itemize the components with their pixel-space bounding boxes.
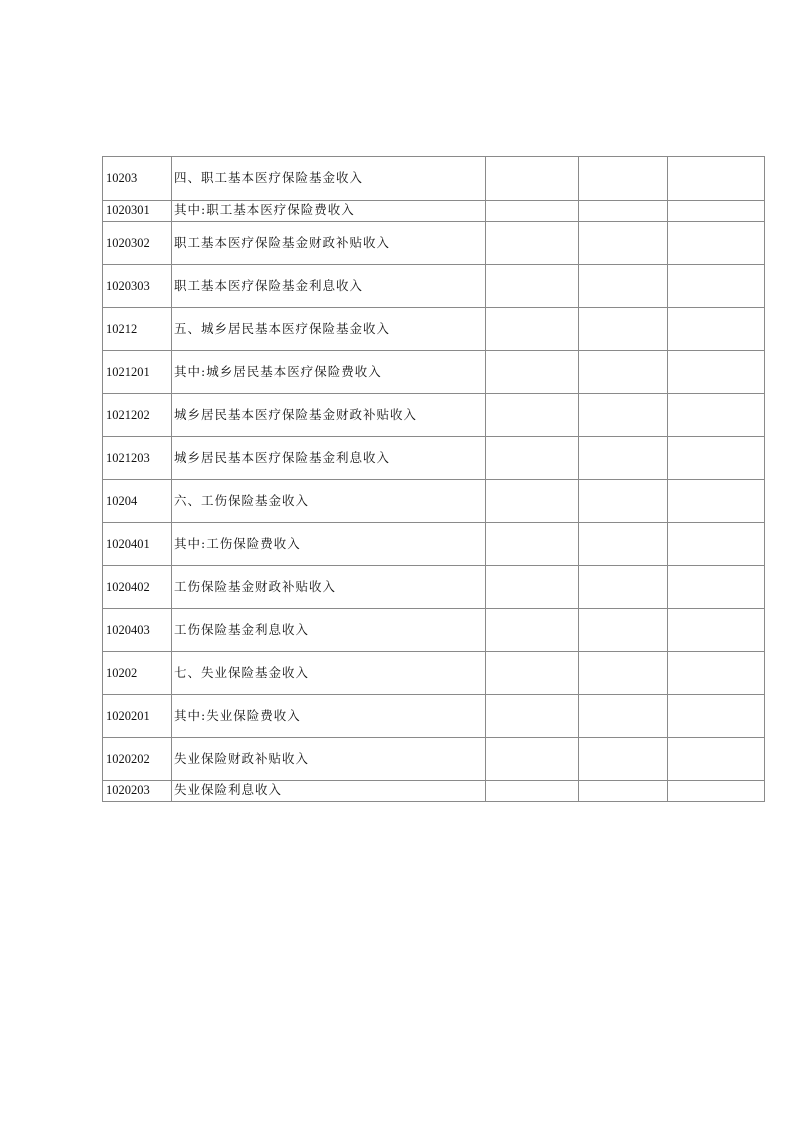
- row-code: 1020301: [103, 201, 172, 222]
- table-row: [103, 523, 765, 566]
- table-row: [103, 566, 765, 609]
- value-cell: [668, 222, 765, 265]
- value-cell: [486, 523, 579, 566]
- row-name: 其中:职工基本医疗保险费收入: [172, 201, 486, 222]
- value-cell: [579, 609, 668, 652]
- value-cell: [668, 523, 765, 566]
- value-cell: [668, 695, 765, 738]
- row-name: 城乡居民基本医疗保险基金利息收入: [172, 437, 486, 480]
- row-name: 职工基本医疗保险基金利息收入: [172, 265, 486, 308]
- row-code: 1020202: [103, 738, 172, 781]
- row-code: 10204: [103, 480, 172, 523]
- row-code: 1021201: [103, 351, 172, 394]
- value-cell: [668, 566, 765, 609]
- row-name: 六、工伤保险基金收入: [172, 480, 486, 523]
- value-cell: [486, 609, 579, 652]
- value-cell: [579, 437, 668, 480]
- table-row: [103, 480, 765, 523]
- value-cell: [579, 394, 668, 437]
- row-code: 1020201: [103, 695, 172, 738]
- value-cell: [486, 351, 579, 394]
- value-cell: [579, 652, 668, 695]
- value-cell: [579, 308, 668, 351]
- row-code: 1020303: [103, 265, 172, 308]
- table-row: [103, 351, 765, 394]
- value-cell: [579, 157, 668, 201]
- row-code: 10212: [103, 308, 172, 351]
- table-row: [103, 157, 765, 201]
- value-cell: [486, 738, 579, 781]
- budget-table: [102, 156, 765, 802]
- row-code: 10203: [103, 157, 172, 201]
- value-cell: [486, 308, 579, 351]
- value-cell: [668, 201, 765, 222]
- value-cell: [668, 781, 765, 802]
- value-cell: [486, 222, 579, 265]
- table-row: [103, 738, 765, 781]
- value-cell: [486, 265, 579, 308]
- value-cell: [486, 201, 579, 222]
- value-cell: [579, 566, 668, 609]
- row-code: 1021202: [103, 394, 172, 437]
- value-cell: [668, 437, 765, 480]
- value-cell: [668, 738, 765, 781]
- row-name: 其中:工伤保险费收入: [172, 523, 486, 566]
- row-name: 五、城乡居民基本医疗保险基金收入: [172, 308, 486, 351]
- row-code: 1021203: [103, 437, 172, 480]
- table-row: [103, 437, 765, 480]
- table-row: [103, 308, 765, 351]
- value-cell: [579, 351, 668, 394]
- table-row: [103, 652, 765, 695]
- value-cell: [486, 157, 579, 201]
- value-cell: [579, 265, 668, 308]
- row-code: 1020403: [103, 609, 172, 652]
- value-cell: [579, 523, 668, 566]
- row-name: 失业保险利息收入: [172, 781, 486, 802]
- value-cell: [668, 265, 765, 308]
- value-cell: [668, 480, 765, 523]
- value-cell: [668, 351, 765, 394]
- row-name: 工伤保险基金财政补贴收入: [172, 566, 486, 609]
- row-name: 失业保险财政补贴收入: [172, 738, 486, 781]
- row-name: 四、职工基本医疗保险基金收入: [172, 157, 486, 201]
- value-cell: [579, 201, 668, 222]
- table-row: [103, 222, 765, 265]
- row-name: 职工基本医疗保险基金财政补贴收入: [172, 222, 486, 265]
- row-name: 七、失业保险基金收入: [172, 652, 486, 695]
- row-code: 10202: [103, 652, 172, 695]
- value-cell: [486, 695, 579, 738]
- table-row: [103, 781, 765, 802]
- value-cell: [486, 394, 579, 437]
- value-cell: [579, 738, 668, 781]
- row-code: 1020402: [103, 566, 172, 609]
- table-row: [103, 695, 765, 738]
- row-code: 1020401: [103, 523, 172, 566]
- row-name: 其中:失业保险费收入: [172, 695, 486, 738]
- value-cell: [579, 695, 668, 738]
- table-row: [103, 265, 765, 308]
- table-row: [103, 609, 765, 652]
- row-code: 1020203: [103, 781, 172, 802]
- value-cell: [579, 480, 668, 523]
- row-name: 工伤保险基金利息收入: [172, 609, 486, 652]
- value-cell: [668, 308, 765, 351]
- value-cell: [486, 480, 579, 523]
- row-name: 其中:城乡居民基本医疗保险费收入: [172, 351, 486, 394]
- value-cell: [579, 781, 668, 802]
- value-cell: [579, 222, 668, 265]
- value-cell: [486, 437, 579, 480]
- table-row: [103, 394, 765, 437]
- value-cell: [668, 157, 765, 201]
- row-name: 城乡居民基本医疗保险基金财政补贴收入: [172, 394, 486, 437]
- value-cell: [486, 566, 579, 609]
- value-cell: [668, 609, 765, 652]
- table-row: [103, 201, 765, 222]
- value-cell: [668, 394, 765, 437]
- value-cell: [668, 652, 765, 695]
- value-cell: [486, 652, 579, 695]
- value-cell: [486, 781, 579, 802]
- row-code: 1020302: [103, 222, 172, 265]
